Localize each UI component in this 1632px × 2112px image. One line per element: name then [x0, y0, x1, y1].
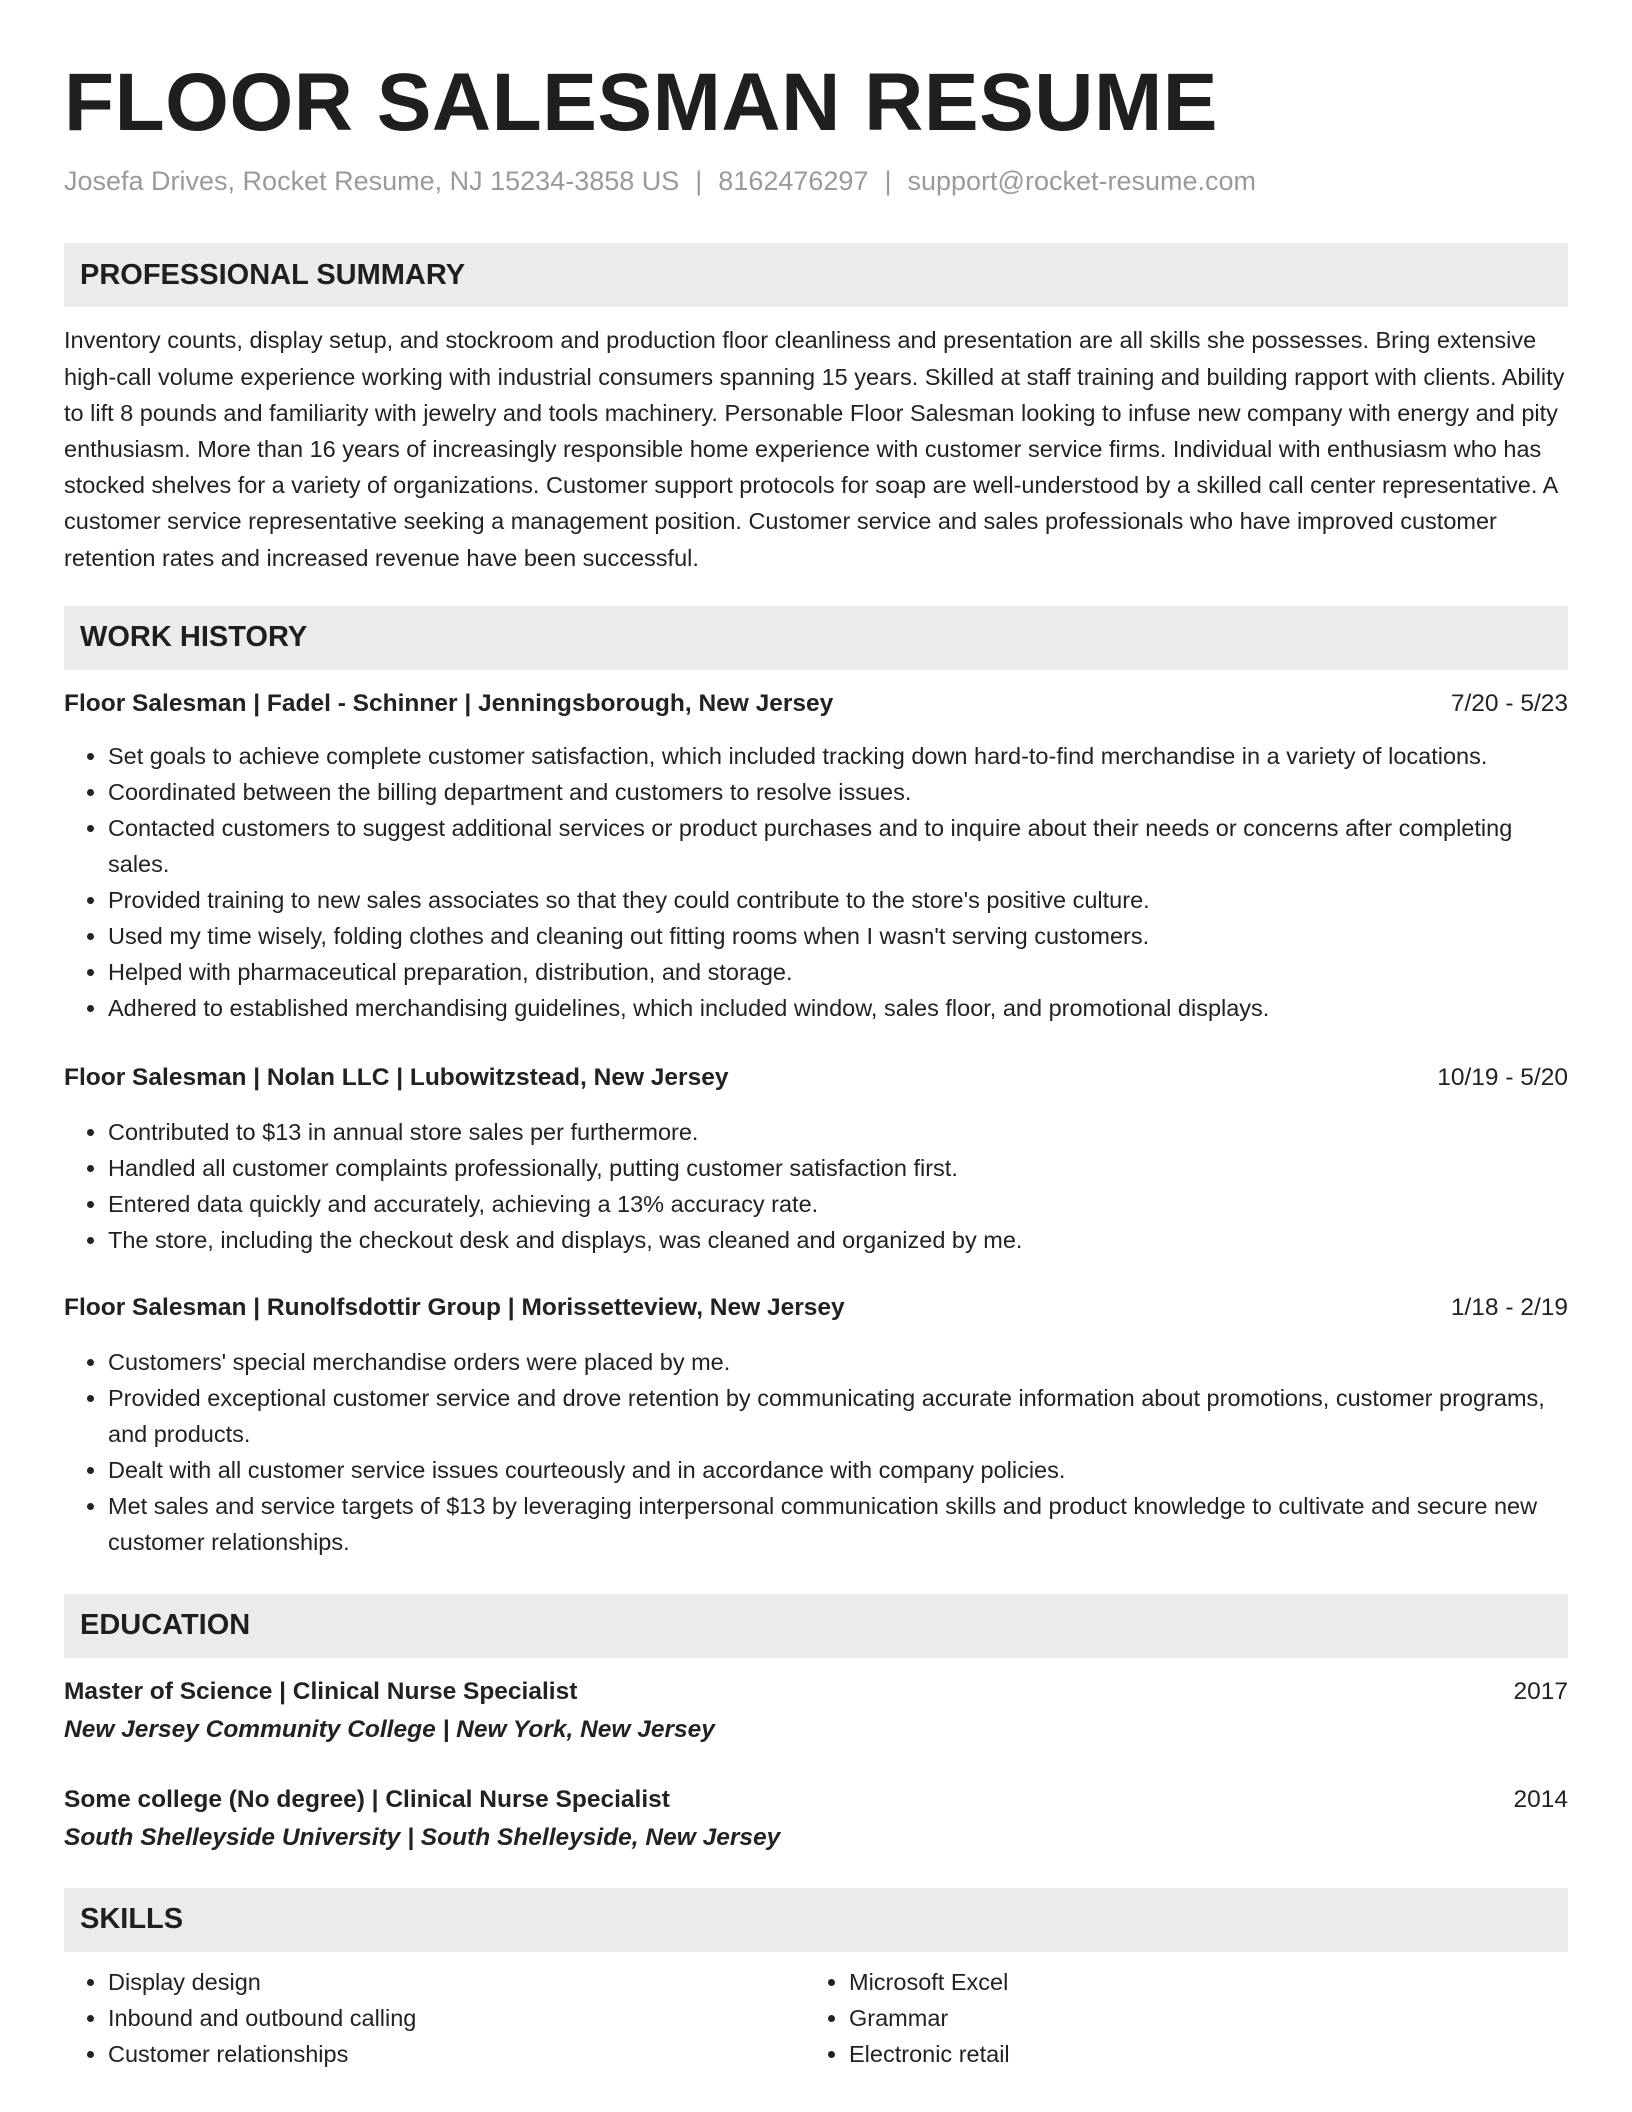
job-bullets — [64, 1114, 1568, 1258]
contact-phone: 8162476297 — [718, 166, 869, 197]
summary-text: Inventory counts, display setup, and stockroom and production floor cleanliness and presentation are all skills she possesses. Bring extensive high-call volume experience working with industrial consumers spanning 15 years. Skilled at staff training and building rapport with clients. Ability to lift 8 pounds and familiarity with jewelry and tools machinery. Personable Floor Salesman looking to infuse new company with energy and pity enthusiasm. More than 16 years of increasingly responsible home experience with customer service firms. Individual with enthusiasm who has stocked shelves for a variety of organizations. Customer support protocols for soap are well-understood by a skilled call center representative. A customer service representative seeking a management position. Customer service and sales professionals who have improved customer retention rates and increased revenue have been successful. — [64, 327, 1565, 571]
section-header-work-history: WORK HISTORY — [64, 606, 1568, 670]
job-bullet: • Contributed to $13 in annual store sales per furthermore. — [108, 1114, 1568, 1150]
skill-item: • Microsoft Excel — [849, 1964, 1546, 2000]
job-bullet: • Handled all customer complaints professionally, putting customer satisfaction first. — [108, 1150, 1568, 1186]
job-bullet: • Set goals to achieve complete customer satisfaction, which included tracking down hard-to-find merchandise in a variety of locations. — [108, 738, 1568, 774]
skills-column-right — [805, 1964, 1546, 2072]
job-dates: 10/19 - 5/20 — [1437, 1063, 1568, 1091]
skill-item: • Inbound and outbound calling — [108, 2000, 805, 2036]
skills-column-left — [64, 1964, 805, 2072]
contact-separator: | — [695, 166, 703, 197]
job-header — [64, 686, 1568, 722]
contact-address: Josefa Drives, Rocket Resume, NJ 15234-3858 US — [64, 166, 680, 197]
contact-separator: | — [884, 166, 892, 197]
education-year: 2014 — [1513, 1785, 1568, 1813]
job-dates: 7/20 - 5/23 — [1450, 689, 1568, 717]
job-bullet: • Used my time wisely, folding clothes and cleaning out fitting rooms when I wasn't serving customers. — [108, 918, 1568, 954]
job-bullet: • Provided exceptional customer service and drove retention by communicating accurate information about promotions, customer programs, and products. — [108, 1380, 1568, 1452]
job-header — [64, 1290, 1568, 1326]
contact-email: support@rocket-resume.com — [907, 166, 1257, 197]
job-bullet: • Coordinated between the billing department and customers to resolve issues. — [108, 774, 1568, 810]
job-bullet: • Provided training to new sales associates so that they could contribute to the store's positive culture. — [108, 882, 1568, 918]
section-header-summary: PROFESSIONAL SUMMARY — [64, 243, 1568, 307]
job-dates: 1/18 - 2/19 — [1450, 1293, 1568, 1321]
job-bullet: • The store, including the checkout desk and displays, was cleaned and organized by me. — [108, 1222, 1568, 1258]
job-header — [64, 1060, 1568, 1096]
job-bullets — [64, 738, 1568, 1026]
education-degree: Master of Science | Clinical Nurse Specialist — [64, 1677, 578, 1705]
skill-item: • Electronic retail — [849, 2036, 1546, 2072]
education-header — [64, 1674, 1568, 1710]
skill-item: • Grammar — [849, 2000, 1546, 2036]
job-entry — [64, 1290, 1568, 1560]
education-year: 2017 — [1513, 1677, 1568, 1705]
job-title: Floor Salesman | Runolfsdottir Group | Morissetteview, New Jersey — [64, 1293, 845, 1321]
resume-title: FLOOR SALESMAN RESUME — [64, 57, 1218, 148]
contact-line — [64, 166, 1568, 197]
job-bullet: • Helped with pharmaceutical preparation, distribution, and storage. — [108, 954, 1568, 990]
skill-item: • Customer relationships — [108, 2036, 805, 2072]
education-degree: Some college (No degree) | Clinical Nurse Specialist — [64, 1785, 670, 1813]
education-entry — [64, 1782, 1568, 1858]
section-header-education: EDUCATION — [64, 1594, 1568, 1658]
education-school: New Jersey Community College | New York, New Jersey — [64, 1715, 715, 1743]
job-bullet: • Adhered to established merchandising guidelines, which included window, sales floor, and promotional displays. — [108, 990, 1568, 1026]
job-title: Floor Salesman | Fadel - Schinner | Jenningsborough, New Jersey — [64, 689, 834, 717]
job-title: Floor Salesman | Nolan LLC | Lubowitzstead, New Jersey — [64, 1063, 729, 1091]
job-bullet: • Dealt with all customer service issues courteously and in accordance with company policies. — [108, 1452, 1568, 1488]
education-entry — [64, 1674, 1568, 1750]
job-bullet: • Entered data quickly and accurately, achieving a 13% accuracy rate. — [108, 1186, 1568, 1222]
job-bullet: • Met sales and service targets of $13 by leveraging interpersonal communication skills and product knowledge to cultivate and secure new customer relationships. — [108, 1488, 1568, 1560]
skill-item: • Display design — [108, 1964, 805, 2000]
education-header — [64, 1782, 1568, 1818]
skills-grid — [64, 1964, 1568, 2072]
section-header-skills: SKILLS — [64, 1888, 1568, 1952]
job-entry — [64, 686, 1568, 1026]
job-bullet: • Contacted customers to suggest additional services or product purchases and to inquire about their needs or concerns after completing sales. — [108, 810, 1568, 882]
job-bullet: • Customers' special merchandise orders were placed by me. — [108, 1344, 1568, 1380]
education-school: South Shelleyside University | South Shelleyside, New Jersey — [64, 1823, 781, 1851]
job-entry — [64, 1060, 1568, 1258]
job-bullets — [64, 1344, 1568, 1560]
